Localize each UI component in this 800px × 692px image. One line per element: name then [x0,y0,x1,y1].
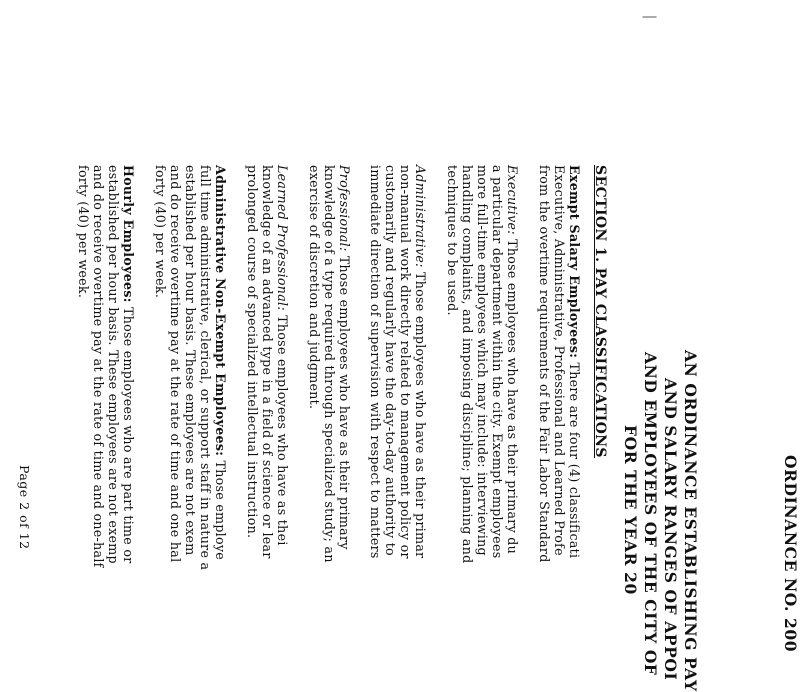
page-number: Page 2 of 12 [17,465,32,550]
executive-term: Executive: [505,165,520,235]
professional-term: Professional: [337,165,352,252]
paragraph-line: immediate direction of supervision with respect to matters [368,165,383,559]
ordinance-title-line: AND EMPLOYEES OF THE CITY OF [641,352,660,676]
paragraph-line: techniques to be used. [445,165,460,316]
paragraph-line: non-manual work directly related to management policy or [398,165,413,559]
paragraph-line: forty (40) per week. [153,165,168,299]
paragraph-line: exercise of discretion and judgment. [307,165,322,410]
admin-nonexempt-term: Administrative Non-Exempt Employees: [213,165,228,457]
paragraph-line: established per hour basis. These employees are not exemp [106,165,121,564]
scan-mark [643,17,657,18]
paragraph-line: and do receive overtime pay at the rate of time and one hal [168,165,183,563]
paragraph-line: a particular department within the city. Exempt employees [490,165,505,559]
paragraph-line: Those employees who have as their primary [337,251,352,550]
paragraph-line: Executive, Administrative, Professional and Learned Profe [552,165,567,556]
paragraph-line: customarily and regularly have the day-to-day authority to [383,165,398,556]
paragraph-line: Those employees who have as their primary du [505,234,520,555]
paragraph-line: established per hour basis. These employees are not exem [183,165,198,556]
exempt-paragraph [537,165,582,563]
paragraph-line: and do receive overtime pay at the rate of time and one-half [91,165,106,568]
paragraph-line: Those employe [213,456,228,561]
learned-term: Learned Professional: [275,165,290,311]
paragraph-line: prolonged course of specialized intellectual instruction. [245,165,260,539]
learned-paragraph [245,165,290,559]
paragraph-line: Those employees who are part time or [121,302,136,564]
paragraph-line: full time administrative, clerical, or support staff in nature a [198,165,213,571]
executive-paragraph [445,165,520,564]
hourly-paragraph [76,165,136,568]
ordinance-title-line: FOR THE YEAR 20 [621,425,640,595]
exempt-term: Exempt Salary Employees: [567,165,582,359]
ordinance-number: ORDINANCE NO. 200 [781,455,800,653]
ordinance-title-line: AND SALARY RANGES OF APPOI [661,378,680,681]
paragraph-line: forty (40) per week. [76,165,91,299]
paragraph-line: Those employees who have as thei [275,310,290,546]
paragraph-line: handling complaints, and imposing discipline; planning and [460,165,475,564]
paragraph-line: There are four (4) classificati [567,358,582,559]
professional-paragraph [307,165,352,563]
administrative-term: Administrative: [413,165,428,268]
paragraph-line: knowledge of a type required through specialized study; an [322,165,337,563]
hourly-term: Hourly Employees: [121,165,136,303]
paragraph-line: knowledge of an advanced type in a field of science or lear [260,165,275,559]
paragraph-line: more full-time employees which may include: interviewing [475,165,490,556]
section-heading: SECTION 1. PAY CLASSIFICATIONS [592,165,608,458]
paragraph-line: from the overtime requirements of the Fair Labor Standard [537,165,552,563]
ordinance-title-line: AN ORDINANCE ESTABLISHING PAY [681,350,700,692]
administrative-paragraph [368,165,428,559]
admin-nonexempt-paragraph [153,165,228,570]
paragraph-line: Those employees who have as their primar [413,267,428,559]
